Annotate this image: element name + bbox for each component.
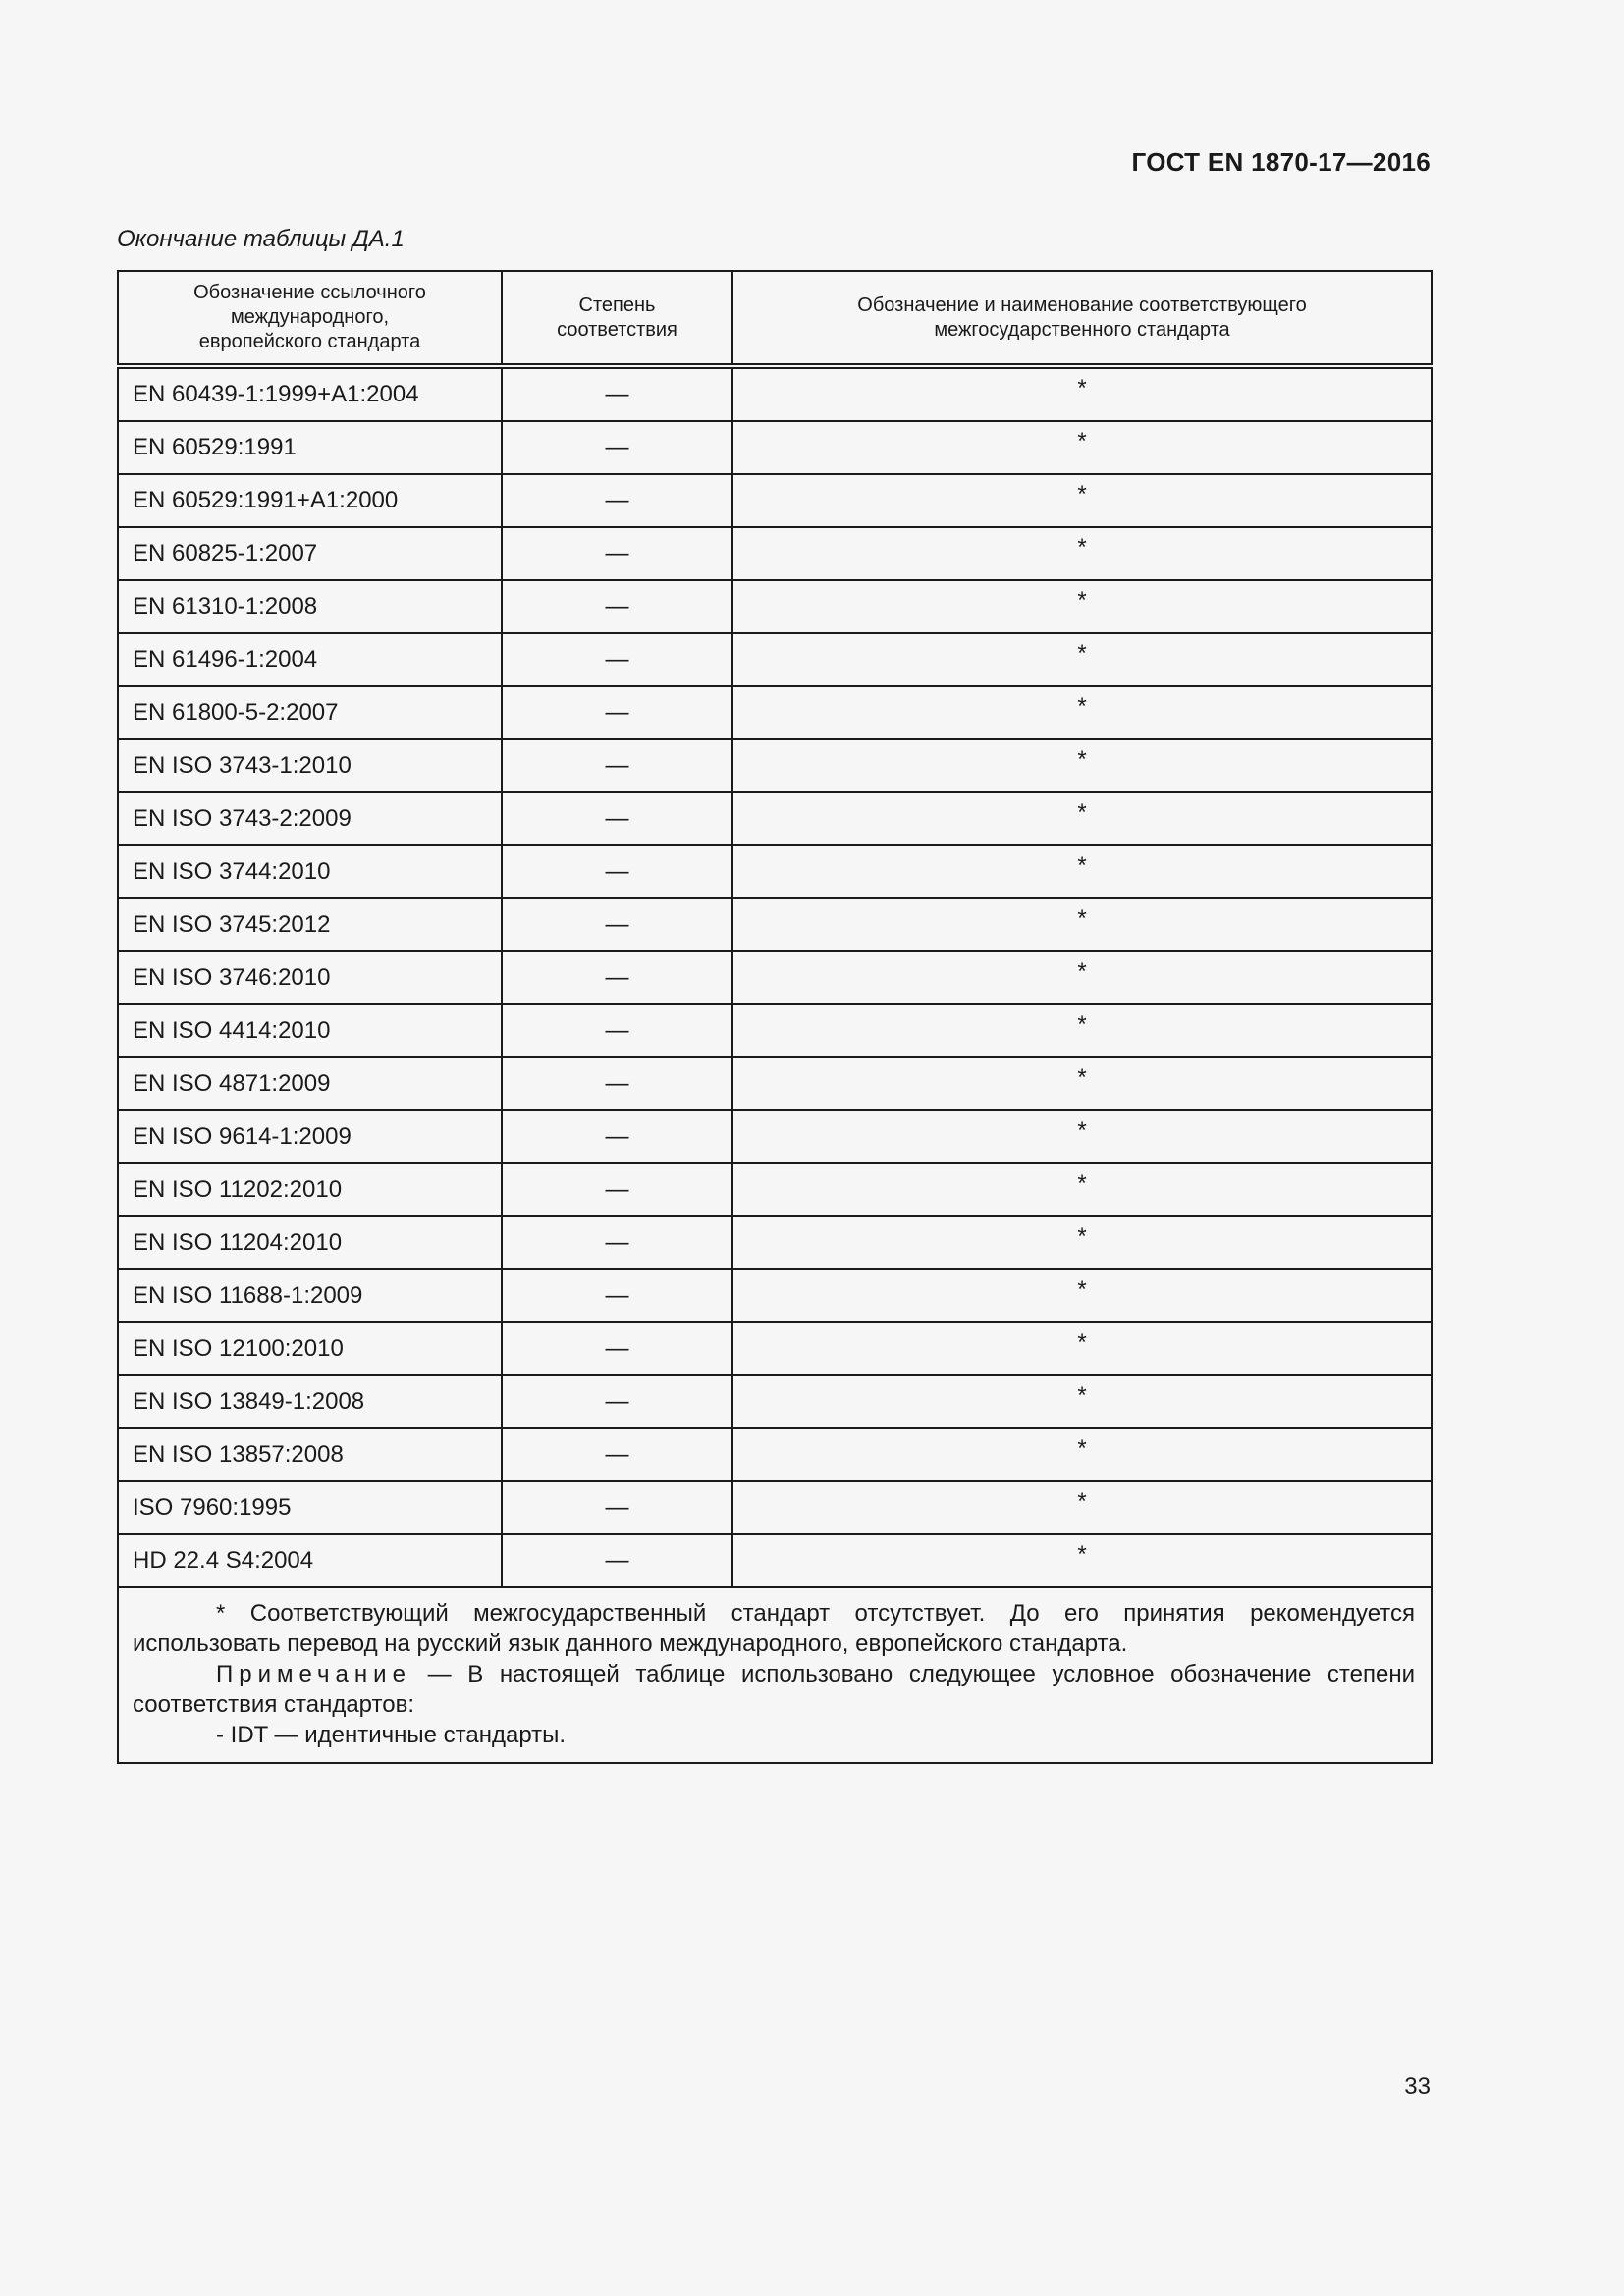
header-col1-line3: европейского стандарта [198,331,421,352]
header-col1-line1: Обозначение ссылочного [193,282,426,303]
table-row [118,421,1432,474]
degree-cell: — [502,366,732,421]
reference-standard-cell: EN ISO 3743-2:2009 [118,792,502,845]
degree-cell: — [502,898,732,951]
reference-standard-cell: EN 61310-1:2008 [118,580,502,633]
table-row [118,366,1432,421]
reference-standard-cell: EN ISO 3746:2010 [118,951,502,1004]
interstate-standard-cell: * [732,951,1432,1004]
reference-standard-cell: EN ISO 12100:2010 [118,1322,502,1375]
reference-standard-cell: EN ISO 3743-1:2010 [118,739,502,792]
table-row [118,1375,1432,1428]
degree-cell: — [502,1534,732,1587]
reference-standard-cell: EN 60529:1991 [118,421,502,474]
degree-cell: — [502,1322,732,1375]
note-paragraph [133,1659,1415,1720]
table-row [118,1004,1432,1057]
table-row [118,686,1432,739]
header-col3-line2: межгосударственного стандарта [934,318,1230,341]
interstate-standard-cell: * [732,1428,1432,1481]
header-col3-line1: Обозначение и наименование соответствующего [857,294,1307,316]
reference-standard-cell: EN 60529:1991+A1:2000 [118,474,502,527]
notes-cell [118,1587,1432,1763]
interstate-standard-cell: * [732,1163,1432,1216]
degree-cell: — [502,421,732,474]
reference-standard-cell: EN ISO 3744:2010 [118,845,502,898]
note-label: Примечание [216,1661,411,1687]
interstate-standard-cell: * [732,1481,1432,1534]
reference-standard-cell: EN ISO 9614-1:2009 [118,1110,502,1163]
interstate-standard-cell: * [732,686,1432,739]
degree-cell: — [502,686,732,739]
degree-cell: — [502,580,732,633]
interstate-standard-cell: * [732,898,1432,951]
degree-cell: — [502,1216,732,1269]
table-row [118,1269,1432,1322]
header-degree [502,271,732,366]
degree-cell: — [502,1481,732,1534]
degree-cell: — [502,1163,732,1216]
degree-cell: — [502,527,732,580]
header-col2-line2: соответствия [557,318,677,341]
table-caption: Окончание таблицы ДА.1 [117,226,405,252]
table-row [118,792,1432,845]
interstate-standard-cell: * [732,845,1432,898]
degree-cell: — [502,739,732,792]
table-row [118,1163,1432,1216]
reference-standard-cell: EN 60439-1:1999+A1:2004 [118,366,502,421]
reference-standard-cell: EN ISO 4414:2010 [118,1004,502,1057]
reference-standard-cell: EN 61800-5-2:2007 [118,686,502,739]
table-row [118,580,1432,633]
reference-standard-cell: EN ISO 4871:2009 [118,1057,502,1110]
table-row [118,1534,1432,1587]
reference-standard-cell: EN 60825-1:2007 [118,527,502,580]
table-header-row [118,271,1432,366]
table-row [118,1481,1432,1534]
legend-item: - IDT — идентичные стандарты. [216,1722,567,1748]
table-row [118,527,1432,580]
note-text: — В настоящей таблице использовано следующее условное обозначение степени соответствия стандартов: [133,1661,1415,1718]
notes-row [118,1587,1432,1763]
reference-standard-cell: EN ISO 13857:2008 [118,1428,502,1481]
degree-cell: — [502,845,732,898]
reference-standard-cell: EN 61496-1:2004 [118,633,502,686]
standards-table [117,270,1433,1764]
reference-standard-cell: EN ISO 11688-1:2009 [118,1269,502,1322]
degree-cell: — [502,792,732,845]
table-row [118,474,1432,527]
interstate-standard-cell: * [732,792,1432,845]
interstate-standard-cell: * [732,1322,1432,1375]
table-row [118,898,1432,951]
degree-cell: — [502,633,732,686]
reference-standard-cell: EN ISO 11202:2010 [118,1163,502,1216]
table-row [118,1216,1432,1269]
interstate-standard-cell: * [732,580,1432,633]
interstate-standard-cell: * [732,633,1432,686]
degree-cell: — [502,1110,732,1163]
table-row [118,845,1432,898]
degree-cell: — [502,474,732,527]
table-row [118,739,1432,792]
interstate-standard-cell: * [732,1004,1432,1057]
interstate-standard-cell: * [732,366,1432,421]
interstate-standard-cell: * [732,1216,1432,1269]
interstate-standard-cell: * [732,1534,1432,1587]
header-col2-line1: Степень [578,294,656,316]
interstate-standard-cell: * [732,1057,1432,1110]
interstate-standard-cell: * [732,527,1432,580]
table-row [118,951,1432,1004]
header-col1-line2: международного, [230,306,390,328]
table-row [118,1057,1432,1110]
table-row [118,633,1432,686]
degree-cell: — [502,951,732,1004]
reference-standard-cell: EN ISO 11204:2010 [118,1216,502,1269]
reference-standard-cell: EN ISO 13849-1:2008 [118,1375,502,1428]
table-row [118,1428,1432,1481]
interstate-standard-cell: * [732,474,1432,527]
reference-standard-cell: HD 22.4 S4:2004 [118,1534,502,1587]
interstate-standard-cell: * [732,1269,1432,1322]
footnote-text: * Соответствующий межгосударственный стандарт отсутствует. До его принятия рекомендуется использовать перевод на русский язык данного международного, европейского стандарта. [133,1600,1415,1657]
table-row [118,1322,1432,1375]
table-row [118,1110,1432,1163]
header-interstate-standard [732,271,1432,366]
degree-cell: — [502,1428,732,1481]
page-number: 33 [1404,2073,1431,2100]
degree-cell: — [502,1004,732,1057]
interstate-standard-cell: * [732,1375,1432,1428]
document-code: ГОСТ EN 1870-17—2016 [1131,147,1431,177]
reference-standard-cell: EN ISO 3745:2012 [118,898,502,951]
header-reference-standard [118,271,502,366]
degree-cell: — [502,1375,732,1428]
interstate-standard-cell: * [732,739,1432,792]
interstate-standard-cell: * [732,1110,1432,1163]
reference-standard-cell: ISO 7960:1995 [118,1481,502,1534]
degree-cell: — [502,1057,732,1110]
degree-cell: — [502,1269,732,1322]
interstate-standard-cell: * [732,421,1432,474]
